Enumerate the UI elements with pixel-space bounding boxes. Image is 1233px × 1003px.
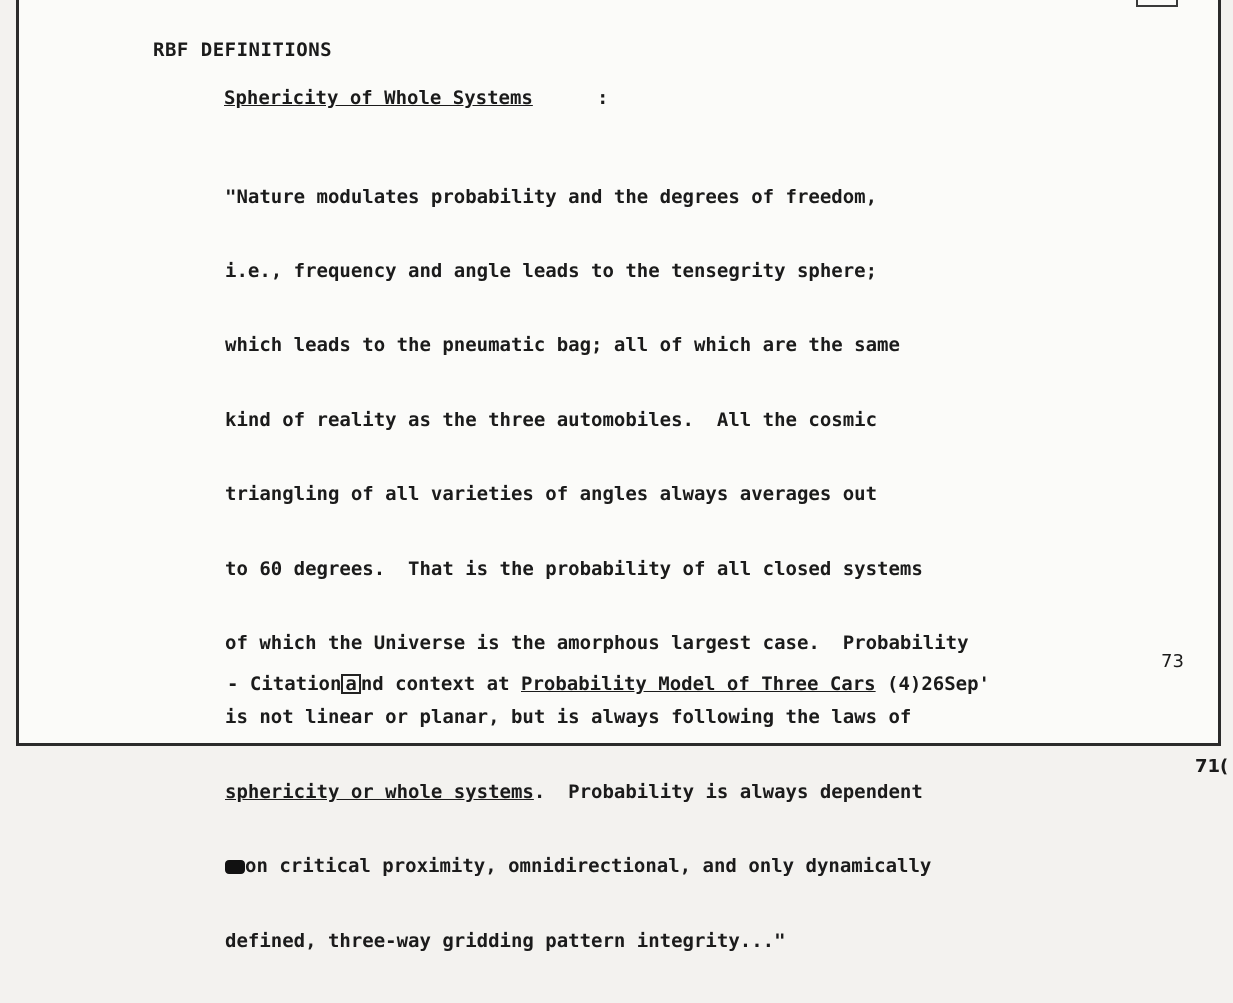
- card-tab-notch: [1136, 0, 1178, 7]
- citation-middle: nd context at: [360, 673, 521, 695]
- citation-line: [227, 673, 990, 695]
- quote-line: [225, 780, 969, 805]
- quote-line: triangling of all varieties of angles always averages out: [225, 483, 878, 506]
- quote-line: kind of reality as the three automobiles. All the cosmic: [225, 408, 878, 431]
- definition-term: Sphericity of Whole Systems: [224, 87, 533, 109]
- handwritten-year: 73: [1161, 651, 1184, 672]
- quote-line: to 60 degrees. That is the probability of all closed systems: [225, 557, 923, 580]
- quote-line: "Nature modulates probability and the degrees of freedom,: [225, 185, 878, 208]
- page-number: 71(: [1195, 756, 1229, 777]
- quote-line: [225, 854, 969, 879]
- boxed-letter: a: [341, 674, 360, 694]
- citation-link[interactable]: Probability Model of Three Cars: [521, 673, 876, 695]
- underlined-phrase: sphericity or whole systems: [225, 780, 534, 803]
- citation-date: (4)26Sep': [875, 673, 990, 695]
- quote-line: which leads to the pneumatic bag; all of which are the same: [225, 334, 900, 357]
- quote-line: defined, three-way gridding pattern integrity...": [225, 929, 786, 952]
- citation-prefix: - Citation: [227, 673, 342, 695]
- quote-line: i.e., frequency and angle leads to the tensegrity sphere;: [225, 259, 878, 282]
- term-colon: :: [597, 87, 609, 109]
- quote-line: of which the Universe is the amorphous largest case. Probability: [225, 631, 969, 654]
- card-title: RBF DEFINITIONS: [153, 39, 333, 61]
- quote-line: is not linear or planar, but is always following the laws of: [225, 706, 912, 729]
- quote-line-tail: . Probability is always dependent: [533, 780, 923, 803]
- ink-blot: [225, 860, 245, 874]
- quote-line-tail: on critical proximity, omnidirectional, and only dynamically: [245, 855, 932, 878]
- definition-quote: [225, 135, 969, 1003]
